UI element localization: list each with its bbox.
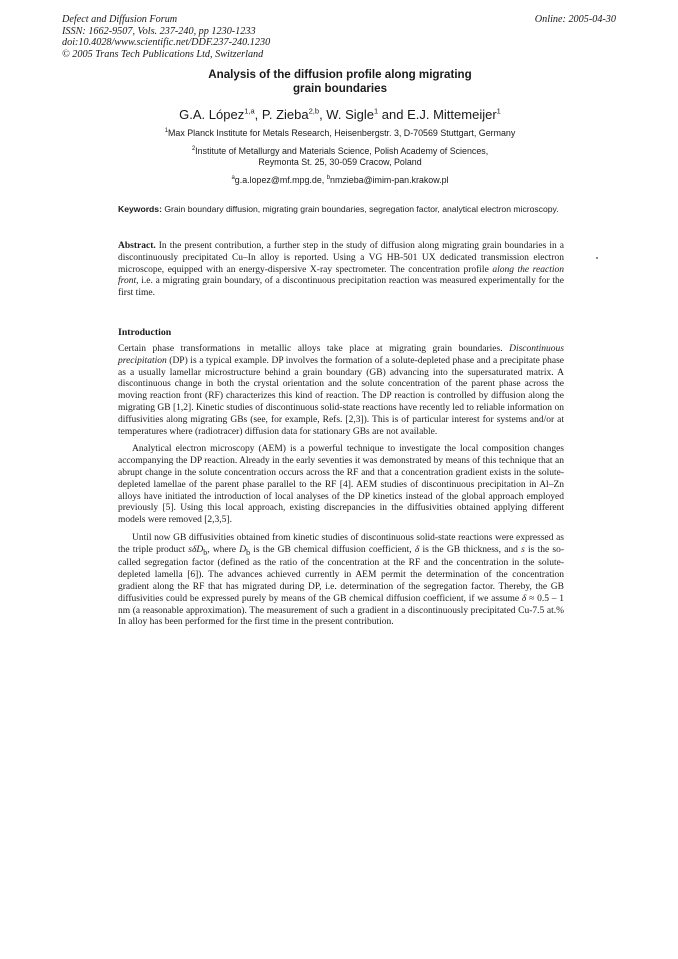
copyright-line: © 2005 Trans Tech Publications Ltd, Switzerland (62, 48, 264, 60)
email-address: nmzieba@imim-pan.krakow.pl (330, 175, 449, 185)
author-separator: and (378, 107, 408, 122)
author-name: E.J. Mittemeijer (407, 107, 497, 122)
online-date: Online: 2005-04-30 (534, 14, 616, 25)
email-mark: a (231, 175, 235, 182)
paragraph-emphasis: Discontinuous precipitation (118, 344, 564, 366)
affiliation-2 (60, 146, 620, 169)
author-name: G.A. López (179, 107, 245, 122)
keywords-label: Keywords: (118, 204, 162, 214)
affil-text: Institute of Metallurgy and Materials Science, Polish Academy of Sciences, (195, 146, 489, 156)
math-symbol: δ (414, 544, 420, 555)
email-address: g.a.lopez@mf.mpg.de, (234, 175, 327, 185)
author-name: W. Sigle (326, 107, 374, 122)
math-symbol: s (521, 544, 525, 555)
paper-title (100, 68, 580, 97)
affil-text: Reymonta St. 25, 30-059 Cracow, Poland (258, 157, 422, 168)
affil-mark: 2 (191, 146, 196, 153)
paragraph-text: Until now GB diffusivities obtained from kinetic studies of discontinuous solid-state reactions were expressed as the triple product (118, 532, 564, 555)
abstract-text: In the present contribution, a further step in the study of diffusion along migrating grain boundaries in a discontinuously precipitated Cu–In alloy is reported. Using a VG HB-501 UX dedicated transmission electron microscope, equipped with an energy-dispersive X-ray spectrometer. The concentration profile (118, 241, 564, 275)
title-line-2: grain boundaries (292, 82, 388, 96)
email-mark: b (326, 175, 331, 182)
doi-line: doi:10.4028/www.scientific.net/DDF.237-240.1230 (62, 37, 271, 49)
abstract (118, 241, 564, 300)
paragraph-text: is the GB thickness, and (419, 544, 522, 555)
paragraph-text: , where (207, 544, 240, 555)
abstract-emphasis: along the reaction front (118, 264, 564, 287)
author-affil-mark: 2,b (308, 106, 320, 116)
affil-text: Max Planck Institute for Metals Research, Heisenbergstr. 3, D-70569 Stuttgart, Germany (168, 128, 516, 138)
issn-line: ISSN: 1662-9507, Vols. 237-240, pp 1230-1233 (62, 25, 256, 37)
stray-mark (596, 257, 598, 259)
title-line-1: Analysis of the diffusion profile along migrating (208, 68, 472, 81)
email-line (60, 175, 620, 186)
math-subscript: b (203, 547, 208, 557)
abstract-text: , i.e. a migrating grain boundary, of a discontinuous precipitation reaction was measured experimentally for the first time. (118, 276, 564, 299)
keywords (118, 204, 564, 215)
paragraph-text: Certain phase transformations in metallic alloys take place at migrating grain boundaries. (118, 344, 510, 354)
section-heading-introduction: Introduction (118, 327, 172, 338)
journal-header (62, 14, 270, 60)
affiliation-1 (60, 128, 620, 139)
author-affil-mark: 1,a (244, 106, 255, 116)
abstract-label: Abstract. (118, 241, 156, 251)
journal-name: Defect and Diffusion Forum (62, 14, 178, 25)
author-list (80, 107, 600, 123)
introduction-body (118, 344, 564, 629)
keywords-text: Grain boundary diffusion, migrating grain boundaries, segregation factor, analytical electron microscopy. (161, 204, 559, 214)
author-name: P. Zieba (261, 107, 309, 122)
author-affil-mark: 1 (496, 106, 501, 116)
author-separator: , (319, 107, 327, 122)
paragraph-text: Analytical electron microscopy (AEM) is a powerful technique to investigate the local composition changes accompanying the DP reaction. Already in the early seventies it was demonstrated by means of this technique that an abrupt change in the solute concentration occurs across the RF and that a concentration gradient exists in the solute-depleted lamellae of the parent phase parallel to the RF [4]. AEM studies of discontinuous precipitation in Al–Zn alloys have initiated the introduction of local analyses of the DP kinetics instead of the global approach employed previously [5]. Using this local approach, existing discrepancies in the diffusivities obtained applying different models were removed [2,3,5]. (118, 444, 564, 526)
author-affil-mark: 1 (373, 106, 379, 116)
author-separator: , (254, 107, 262, 122)
paragraph-text: (DP) is a typical example. DP involves the formation of a solute-depleted phase and a precipitate phase as a usually lamellar microstructure behind a grain boundary (GB) advancing into the supersaturated matrix. A discontinuous change in both the crystal orientation and the solute concentration of the parent phase across the moving reaction front (RF) characterizes this kind of reaction. The DP reaction is controlled by diffusion along the migrating GB [1,2]. Kinetic studies of discontinuous solid-state reactions have recently led to reliable information on diffusivities along migrating GBs (see, for example, Refs. [2,3]). This is of particular interest for systems and/or at temperatures where (radiotracer) diffusion data for stationary GBs are not available. (118, 355, 564, 437)
paragraph-text: ≈ 0.5 – 1 nm (a reasonable approximation). The measurement of such a gradient in a discontinuously precipitated Cu-7.5 at.% In alloy has been performed for the first time in the present contribution. (118, 593, 564, 628)
math-symbol: sδD (188, 544, 204, 555)
math-symbol: D (239, 544, 247, 555)
affil-mark: 1 (164, 128, 169, 135)
paragraph-text: is the GB chemical diffusion coefficient, (250, 544, 415, 555)
math-symbol: δ (521, 593, 527, 604)
paragraph-text: is the so-called segregation factor (defined as the ratio of the concentration at the RF and the concentration in the solute-depleted lamella [6]). The advances achieved currently in AEM permit the determination of the concentration gradient along the RF that has migrated during DP, i.e. determination of the segregation factor. Thereby, the GB diffusivities could be expressed purely by means of the GB chemical diffusion coefficient, if we assume (118, 544, 564, 604)
math-subscript: b (246, 547, 251, 557)
